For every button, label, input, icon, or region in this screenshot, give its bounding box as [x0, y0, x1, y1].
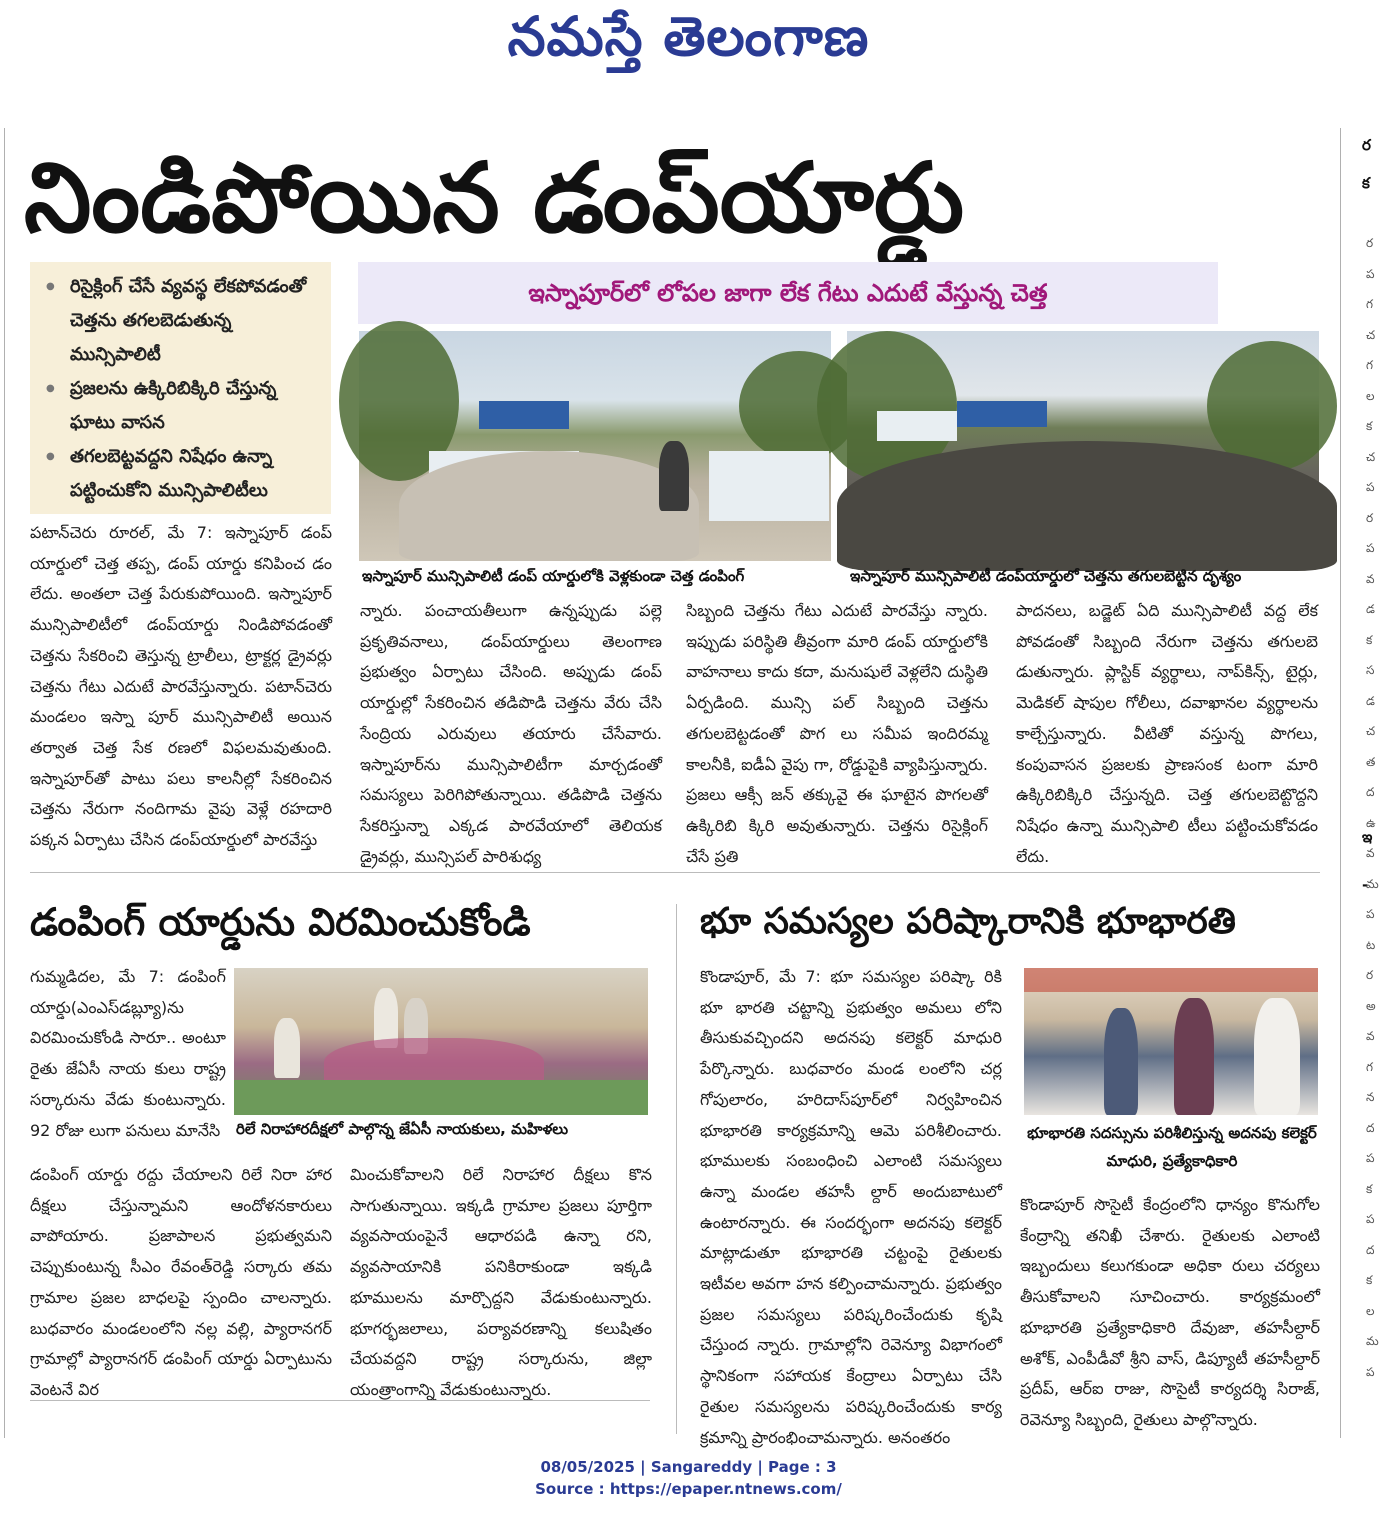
section-divider: [30, 1400, 650, 1401]
section-divider: [30, 872, 1320, 873]
gutter-fragment: క: [1362, 174, 1370, 192]
story3-headline: భూ సమస్యల పరిష్కారానికి భూభారతి: [700, 901, 1236, 942]
footer-edition-line: 08/05/2025 | Sangareddy | Page : 3: [540, 1458, 837, 1476]
gutter-fragment: -: [1362, 876, 1369, 894]
lead-body-column-1: పటాన్‌చెరు రూరల్‌, మే 7: ఇస్నాపూర్‌ డంప్‌ యార్డులో చెత్త తప్ప, డంప్‌ యార్డు కనిపించ డం లేదు. అంతలా చెత్త పేరుకుపోయింది. ఇస్నాపూర్‌ మున్సిపాలిటీలో డంప్‌యార్డు నిండిపోవడంతో చెత్తను సేకరించి తెస్తున్న ట్రాలీలు, ట్రాక్టర్ల డ్రైవర్లు చెత్తను గేటు ఎదుటే పారవేస్తున్నారు. పటాన్‌చెరు మండలం ఇస్నా పూర్‌ మున్సిపాలిటీ అయిన తర్వాత చెత్త సేక రణలో విఫలమవుతుంది. ఇస్నాపూర్‌తో పాటు పలు కాలనీల్లో సేకరించిన చెత్తను నేరుగా నందిగామ వైపు వెళ్లే రహదారి పక్కన ఏర్పాటు చేసిన డంప్‌యార్డులో పారవేస్తు: [30, 523, 332, 850]
highlight-item: ● ప్రజలను ఉక్కిరిబిక్కిరి చేస్తున్న ఘాటు వాసన: [44, 372, 317, 440]
masthead: [0, 0, 1377, 76]
story3-body-column-1: కొండాపూర్‌, మే 7: భూ సమస్యల పరిష్కా రికి భూ భారతి చట్టాన్ని ప్రభుత్వం అమలు లోని తీసుకువచ్చిందని అదనపు కలెక్టర్‌ మాధురి పేర్కొన్నారు. బుధవారం మండ లంలోని చర్ల గోపులారం, హరిదాస్‌పూర్‌లో నిర్వహించిన భూభారతి కార్యక్రమాన్ని ఆమె పరిశీలించారు. భూములకు సంబంధించి ఎలాంటి సమస్యలు ఉన్నా మండల తహసీ ల్దార్‌ అందుబాటులో ఉంటారన్నారు. ఈ సందర్భంగా అదనపు కలెక్టర్‌ మాట్లాడుతూ భూభారతి చట్టంపై రైతులకు ఇటీవల అవగా హన కల్పించామన్నారు. ప్రభుత్వం ప్రజల సమస్యలు పరిష్కరించేందుకు కృషి చేస్తుంద న్నారు. గ్రామాల్లోని రెవెన్యూ విభాగంలో స్థానికంగా సహాయక కేంద్రాలు ఏర్పాటు చేసి రైతుల సమస్యలను పరిష్కరించేందుకు కార్య క్రమాన్ని ప్రారంభించామన్నారు. అనంతరం: [700, 967, 1002, 1447]
column-rule-left: [4, 128, 5, 1438]
story2-body-intro: గుమ్మడిదల, మే 7: డంపింగ్‌ యార్డు(ఎంఎస్‌డబ్ల్యూ)ను విరమించుకోండి సారూ.. అంటూ రైతు జేఏసీ నాయ కులు రాష్ట్ర సర్కారును వేడు కుంటున్నారు. 92 రోజు లుగా పనులు మానేసి: [30, 967, 226, 1140]
story2-body-column-1: డంపింగ్‌ యార్డు రద్దు చేయాలని రిలే నిరా హార దీక్షలు చేస్తున్నామని ఆందోళనకారులు వాపోయారు. ప్రజాపాలన ప్రభుత్వమని చెప్పుకుంటున్న సీఎం రేవంత్‌రెడ్డి సర్కారు తమ గ్రామాల ప్రజల బాధలపై స్పందిం చాలన్నారు. బుధవారం మండలంలోని నల్ల వల్లి, ప్యారానగర్‌ గ్రామాల్లో ప్యారానగర్‌ డంపింగ్‌ యార్డు ఏర్పాటును వెంటనే విర: [30, 1165, 332, 1399]
masthead-title: నమస్తే తెలంగాణ: [507, 4, 870, 68]
story3-body-column-2: కొండాపూర్‌ సొసైటీ కేంద్రంలోని ధాన్యం కొనుగోల కేంద్రాన్ని తనిఖీ చేశారు. రైతులకు ఎలాంటి ఇబ్బందులు కలుగకుండా అధికా రులు చర్యలు తీసుకోవాలని సూచించారు. కార్యక్రమంలో భూభారతి ప్రత్యేకాధికారి దేవుజా, తహసీల్దార్‌ అశోక్‌, ఎంపీడీవో శ్రీని వాస్‌, డిప్యూటీ తహసీల్దార్‌ ప్రదీప్‌, ఆర్‌ఐ రాజు, సొసైటీ కార్యదర్శి సిరాజ్‌, రెవెన్యూ సిబ్బంది, రైతులు పాల్గొన్నారు.: [1020, 1195, 1320, 1429]
gutter-fragment: ఇ: [1362, 828, 1373, 846]
footer-source-link[interactable]: Source : https://epaper.ntnews.com/: [535, 1480, 842, 1498]
lead-headline: నిండిపోయిన డంప్‌యార్డు: [24, 142, 965, 254]
story3-caption: భూభారతి సదస్సును పరిశీలిస్తున్న అదనపు కలెక్టర్‌ మాధురి, ప్రత్యేకాధికారి: [1027, 1124, 1317, 1170]
column-rule-right: [1340, 128, 1341, 1438]
highlight-item: ● తగలబెట్టవద్దని నిషేధం ఉన్నా పట్టించుకోని మున్సిపాలిటీలు: [44, 440, 317, 508]
lead-caption-left: ఇస్నాపూర్‌ మున్సిపాలిటీ డంప్‌ యార్డులోకి వెళ్లకుండా చెత్త డంపింగ్‌: [362, 567, 745, 585]
adjacent-column-fragment: ర ప గ చ గ ల క చ ప ర ప వ డ క స డ చ త ద ఉ వ మ ప ట ర అ వ గ న ద ప క ప ద క ల మ ప: [1366, 236, 1379, 1379]
story2-body-column-2: మించుకోవాలని రిలే నిరాహార దీక్షలు కొన సాగుతున్నాయి. ఇక్కడి గ్రామాల ప్రజలు పూర్తిగా వ్యవసాయంపైనే ఆధారపడి ఉన్నా రని, వ్యవసాయానికి పనికిరాకుండా ఇక్కడి భూములను మార్చొద్దని వేడుకుంటున్నారు. భూగర్భజలాలు, పర్యావరణాన్ని కలుషితం చేయవద్దని రాష్ట్ర సర్కారును, జిల్లా యంత్రాంగాన్ని వేడుకుంటున్నారు.: [350, 1165, 652, 1399]
lead-body-column-3: సిబ్బంది చెత్తను గేటు ఎదుటే పారవేస్తు న్నారు. ఇప్పుడు పరిస్థితి తీవ్రంగా మారి డంప్‌ యార్డులోకి వాహనాలు కాదు కదా, మనుషులే వెళ్లలేని దుస్థితి ఏర్పడింది. మున్సి పల్‌ సిబ్బంది చెత్తను తగులబెట్టడంతో పొగ లు సమీప ఇందిరమ్మ కాలనీకి, ఐడీఏ వైపు గా, రోడ్డుపైకి వ్యాపిస్తున్నారు. ప్రజలు ఆక్సీ జన్‌ తక్కువై ఈ ఘాటైన పొగలతో ఉక్కిరిబి క్కిరి అవుతున్నారు. చెత్తను రిసైక్లింగ్‌ చేసే ప్రతి: [686, 601, 988, 866]
story2-caption: రిలే నిరాహారదీక్షలో పాల్గొన్న జేఏసీ నాయకులు, మహిళలు: [236, 1120, 569, 1138]
bhubharati-photo: [1024, 968, 1318, 1115]
lead-caption-right: ఇస్నాపూర్‌ మున్సిపాలిటీ డంప్‌యార్డులో చెత్తను తగులబెట్టిన దృశ్యం: [850, 567, 1242, 585]
highlight-item: ● రిసైక్లింగ్‌ చేసే వ్యవస్థ లేకపోవడంతో చెత్తను తగలబెడుతున్న మున్సిపాలిటీ: [44, 270, 317, 372]
lead-deck: ఇస్నాపూర్‌లో లోపల జాగా లేక గేటు ఎదుటే వేస్తున్న చెత్త: [358, 262, 1218, 324]
dumpyard-photo-right: [847, 331, 1319, 561]
story2-headline: డంపింగ్‌ యార్డును విరమించుకోండి: [30, 900, 531, 944]
protest-photo: [234, 968, 648, 1115]
dumpyard-photo-left: [359, 331, 831, 561]
lead-body-column-2: న్నారు. పంచాయతీలుగా ఉన్నప్పుడు పల్లె ప్రకృతివనాలు, డంప్‌యార్డులు తెలంగాణ ప్రభుత్వం ఏర్పాటు చేసింది. అప్పుడు డంప్‌ యార్డుల్లో సేకరించిన తడిపొడి చెత్తను వేరు చేసి సేంద్రియ ఎరువులు తయారు చేసేవారు. ఇస్నాపూర్‌ను మున్సిపాలిటీగా మార్చడంతో సమస్యలు పెరిగిపోతున్నాయి. తడిపొడి చెత్తను సేకరిస్తున్నా ఎక్కడ పారవేయాలో తెలియక డ్రైవర్లు, మున్సిపల్‌ పారిశుధ్య: [360, 601, 662, 866]
lead-body-column-4: పాదనలు, బడ్జెట్‌ ఏది మున్సిపాలిటీ వద్ద లేక పోవడంతో సిబ్బంది నేరుగా చెత్తను తగులబె డుతున్నారు. ప్లాస్టిక్‌ వ్యర్థాలు, నాప్‌కిన్స్‌, టైర్లు, మెడికల్‌ షాపుల గోలీలు, దవాఖానల వ్యర్థాలను కాల్చేస్తున్నారు. వీటితో వస్తున్న పొగలు, కంపువాసన ప్రజలకు ప్రాణసంక టంగా మారి ఉక్కిరిబిక్కిరి చేస్తున్నది. చెత్త తగులబెట్టొద్దని నిషేధం ఉన్నా మున్సిపాలి టీలు పట్టించుకోవడం లేదు.: [1016, 601, 1318, 866]
lead-highlights: [30, 262, 331, 514]
page-footer: [0, 1456, 1377, 1500]
next-story-headline-cut: [30, 1412, 650, 1442]
column-divider: [676, 904, 677, 1434]
gutter-fragment: ర: [1362, 136, 1371, 154]
